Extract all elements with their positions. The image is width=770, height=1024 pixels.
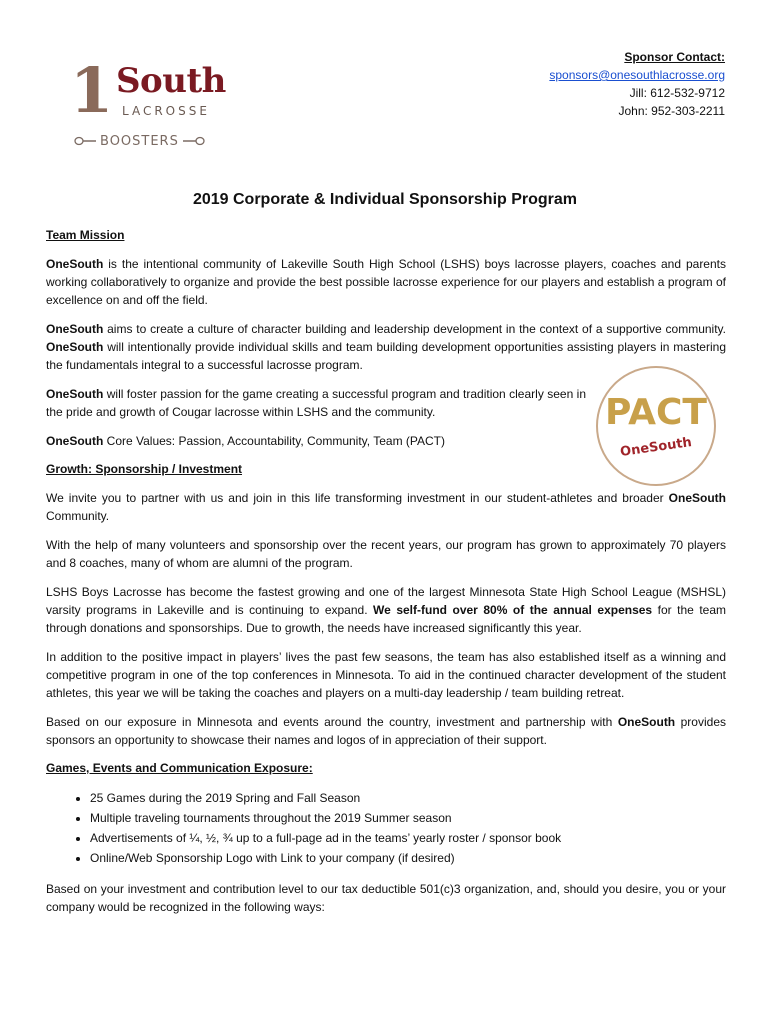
exposure-list: [46, 788, 726, 868]
list-item: • Multiple traveling tournaments throughout the 2019 Summer season: [90, 808, 726, 828]
core-values-paragraph: OneSouth Core Values: Passion, Accountability, Community, Team (PACT): [46, 434, 446, 448]
logo-name: South: [116, 61, 226, 101]
list-item: • Online/Web Sponsorship Logo with Link to your company (if desired): [90, 848, 726, 868]
growth-paragraph-5: Based on our exposure in Minnesota and events around the country, investment and partnership with OneSouth provides sponsors an opportunity to showcase their names and logos of in appreciation of their support.: [46, 715, 726, 747]
growth-paragraph-2: With the help of many volunteers and sponsorship over the recent years, our program has grown to approximately 70 players and 8 coaches, many of whom are alumni of the program.: [46, 538, 726, 570]
logo-number: 1: [70, 54, 114, 127]
growth-paragraph-1: We invite you to partner with us and join in this life transforming investment in our student-athletes and broader OneSouth Community.: [46, 491, 726, 523]
mission-paragraph-2: OneSouth aims to create a culture of character building and leadership development in the context of a supportive community. OneSouth will intentionally provide individual skills and team building development opportunities assisting players in mastering the fundamentals integral to a successful lacrosse program.: [46, 322, 726, 372]
growth-paragraph-3: LSHS Boys Lacrosse has become the fastest growing and one of the largest Minnesota State High School League (MSHSL) varsity programs in Lakeville and is continuing to expand. We self-fund over 80% of the annual expenses for the team through donations and sponsorships. Due to growth, the needs have increased significantly this year.: [46, 585, 726, 635]
contact-jill: Jill: 612-532-9712: [629, 86, 725, 100]
logo-sport: LACROSSE: [122, 104, 210, 118]
pact-badge-subtext: OneSouth: [619, 435, 693, 460]
contact-email-link[interactable]: sponsors@onesouthlacrosse.org: [549, 68, 725, 82]
onesouth-boosters-logo: [64, 56, 234, 156]
growth-heading: Growth: Sponsorship / Investment: [46, 462, 243, 476]
contact-john: John: 952-303-2211: [618, 104, 725, 118]
contact-heading: Sponsor Contact:: [624, 50, 725, 64]
exposure-heading: Games, Events and Communication Exposure:: [46, 761, 313, 775]
closing-paragraph: Based on your investment and contribution level to our tax deductible 501(c)3 organization, and, should you desire, you or your company would be recognized in the following ways:: [46, 882, 726, 914]
logo-tagline: BOOSTERS: [100, 133, 179, 149]
pact-badge-text: PACT: [605, 392, 707, 433]
logo-boosters-row: [74, 130, 234, 152]
page-title: 2019 Corporate & Individual Sponsorship Program: [192, 191, 578, 208]
pact-badge: [596, 366, 716, 486]
document-body: [46, 227, 726, 927]
lacrosse-stick-left-icon: [74, 136, 96, 146]
growth-paragraph-4: In addition to the positive impact in players’ lives the past few seasons, the team has also established itself as a winning and competitive program in one of the top conferences in Minnesota. To aid in the continued character development of the student athletes, this year we will be taking the coaches and players on a multi-day leadership / team building retreat.: [46, 650, 726, 700]
list-item: • 25 Games during the 2019 Spring and Fall Season: [90, 788, 726, 808]
lacrosse-stick-right-icon: [183, 136, 205, 146]
sponsor-contact: [549, 48, 725, 120]
mission-paragraph-1: OneSouth is the intentional community of Lakeville South High School (LSHS) boys lacrosse players, coaches and parents working collaboratively to organize and provide the best possible lacrosse experience for our players and establish a program of excellence on and off the field.: [46, 257, 726, 307]
list-item: • Advertisements of ¼, ½, ¾ up to a full-page ad in the teams’ yearly roster / sponsor book: [90, 828, 726, 848]
mission-heading: Team Mission: [46, 228, 125, 242]
mission-paragraph-3: OneSouth will foster passion for the game creating a successful program and tradition clearly seen in the pride and growth of Cougar lacrosse within LSHS and the community.: [46, 387, 586, 419]
